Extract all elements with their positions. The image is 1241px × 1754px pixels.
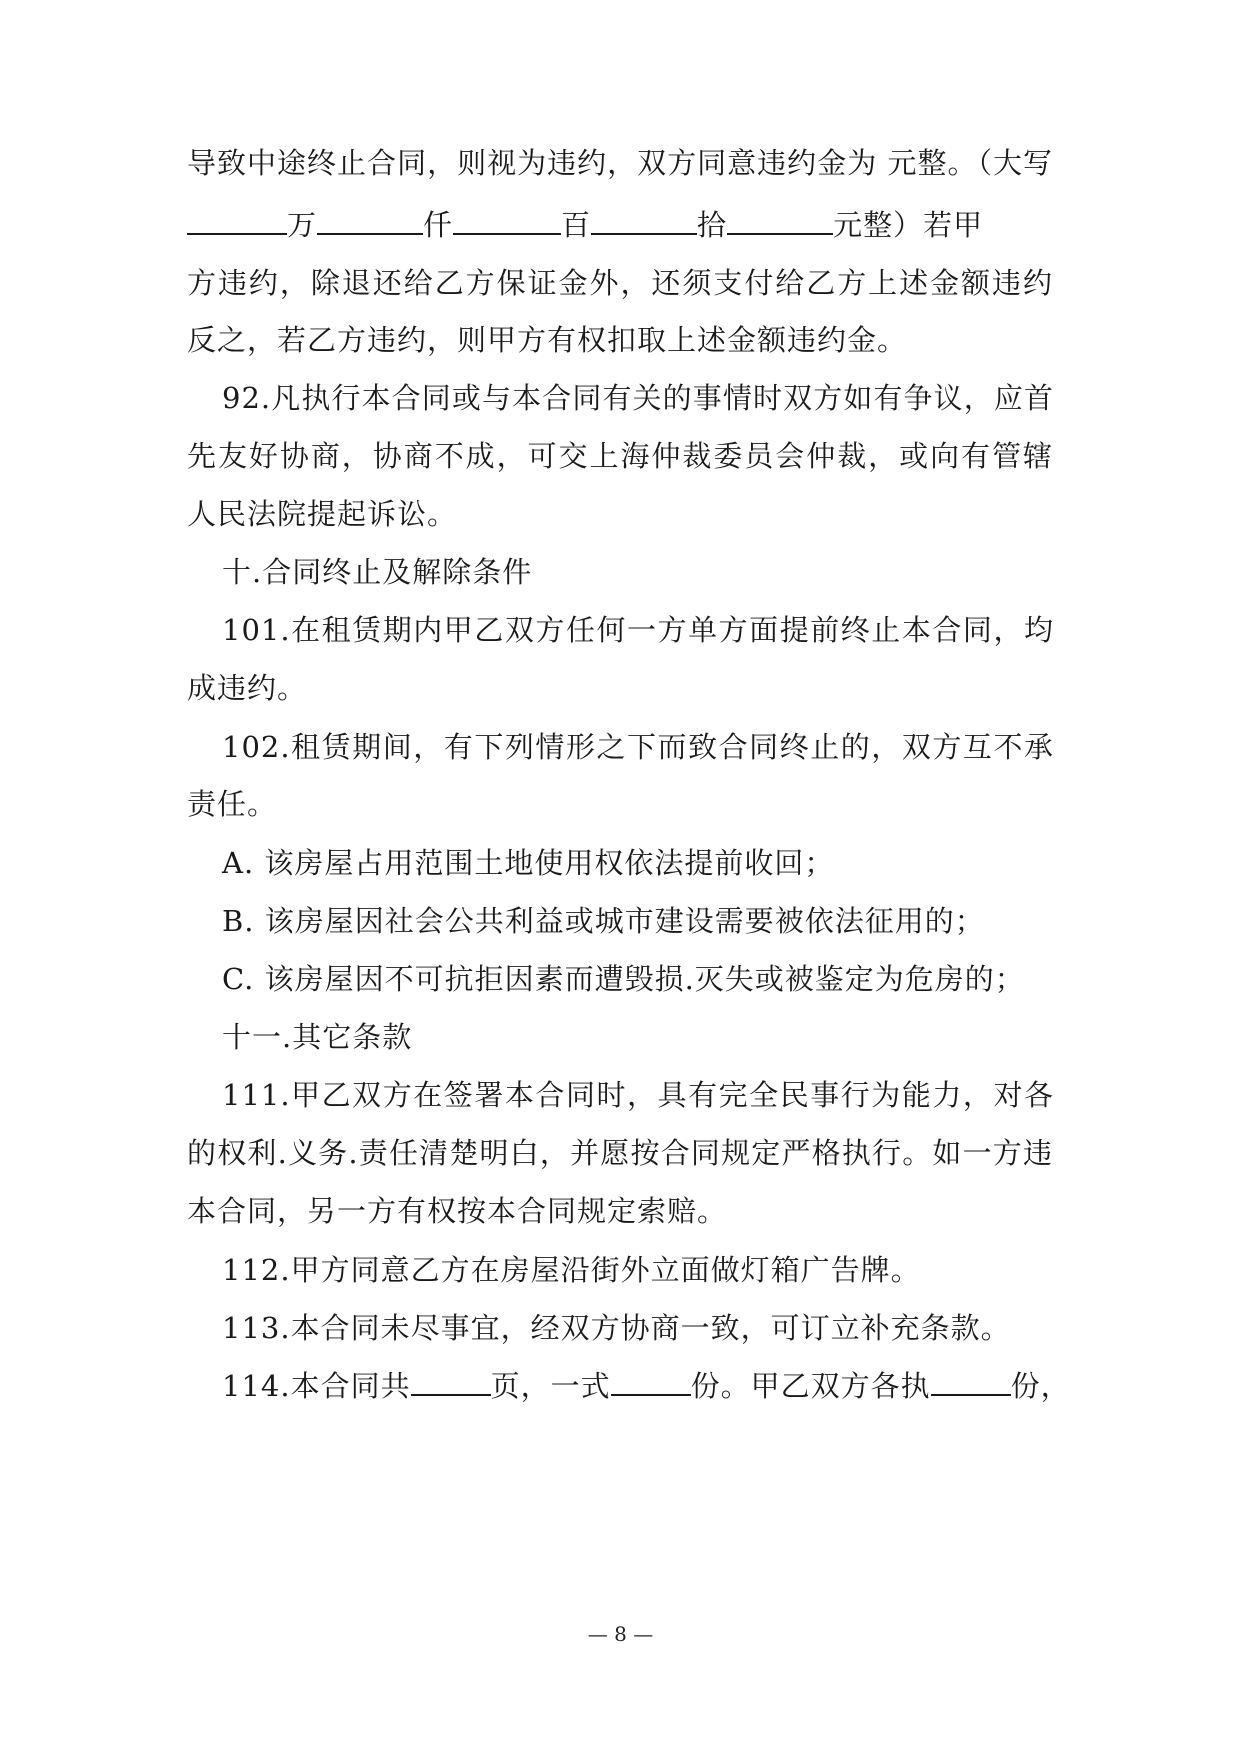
paragraph-line: 本合同，另一方有权按本合同规定索赔。 <box>187 1194 728 1228</box>
list-item-a: A. 该房屋占用范围土地使用权依法提前收回； <box>222 846 835 880</box>
blank-field <box>411 1366 491 1396</box>
clause-101-line: 101.在租赁期内甲乙双方任何一方单方面提前终止本合同，均 <box>222 613 1054 647</box>
paragraph-line: 人民法院提起诉讼。 <box>187 497 458 531</box>
clause-114-line: 114.本合同共 页，一式 份。甲乙双方各执 份， <box>222 1366 1071 1406</box>
paragraph-line: 的权利.义务.责任清楚明白，并愿按合同规定严格执行。如一方违 <box>187 1136 1053 1170</box>
page-number: — 8 — <box>587 1622 654 1646</box>
clause-111-line: 111.甲乙双方在签署本合同时，具有完全民事行为能力，对各 <box>222 1078 1054 1112</box>
section-heading: 十一.其它条款 <box>222 1020 413 1054</box>
blank-field <box>591 205 697 235</box>
blank-field <box>187 205 287 235</box>
amount-in-words-line: 万 仟 百 拾 元整）若甲 <box>187 205 983 245</box>
clause-102-line: 102.租赁期间，有下列情形之下而致合同终止的，双方互不承 <box>222 730 1054 764</box>
blank-field <box>611 1366 691 1396</box>
clause-112-line: 112.甲方同意乙方在房屋沿街外立面做灯箱广告牌。 <box>222 1253 921 1287</box>
list-item-c: C. 该房屋因不可抗拒因素而遭毁损.灭失或被鉴定为危房的； <box>222 962 1025 996</box>
paragraph-line: 方违约，除退还给乙方保证金外，还须支付给乙方上述金额违约 <box>187 266 1053 300</box>
section-heading: 十.合同终止及解除条件 <box>222 555 533 589</box>
blank-field <box>453 205 561 235</box>
list-item-b: B. 该房屋因社会公共利益或城市建设需要被依法征用的； <box>222 904 985 938</box>
paragraph-line: 导致中途终止合同，则视为违约，双方同意违约金为 元整。（大写 <box>187 146 1053 180</box>
blank-field <box>317 205 423 235</box>
blank-field <box>931 1366 1011 1396</box>
blank-field <box>727 205 833 235</box>
clause-113-line: 113.本合同未尽事宜，经双方协商一致，可订立补充条款。 <box>222 1311 1011 1345</box>
paragraph-line: 成违约。 <box>187 671 308 705</box>
paragraph-line: 先友好协商，协商不成，可交上海仲裁委员会仲裁，或向有管辖 <box>187 439 1053 473</box>
paragraph-line: 责任。 <box>187 787 278 821</box>
clause-92-line: 92.凡执行本合同或与本合同有关的事情时双方如有争议，应首 <box>222 381 1054 415</box>
paragraph-line: 反之，若乙方违约，则甲方有权扣取上述金额违约金。 <box>187 323 908 357</box>
